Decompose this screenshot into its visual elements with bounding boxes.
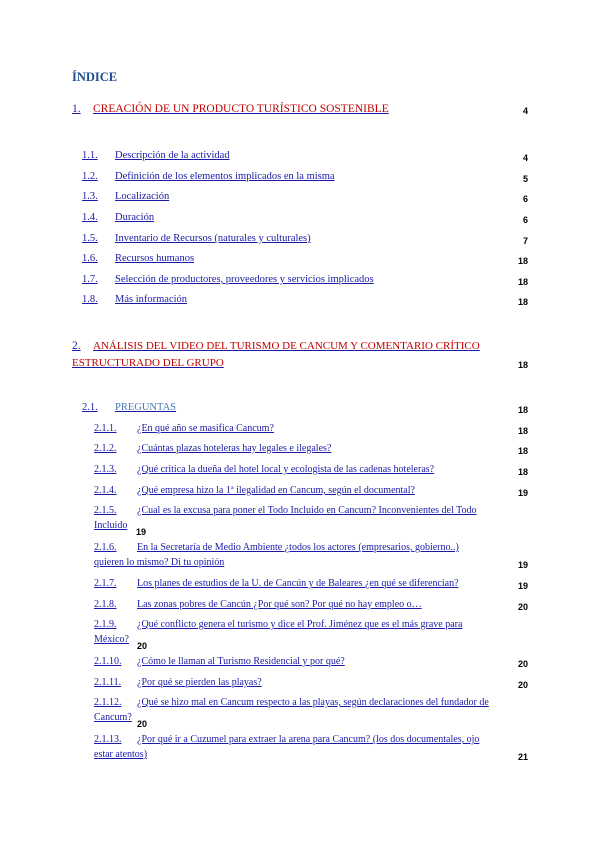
page-number: 18 [517,297,528,307]
entry-title[interactable]: ¿En qué año se masifica Cancum? [137,423,274,434]
entry-number[interactable]: 2.1.9. [94,619,117,630]
entry-number[interactable]: 1.3. [82,191,98,202]
entry-title[interactable]: Selección de productores, proveedores y servicios implicados [115,274,374,285]
page-number: 18 [517,405,528,415]
entry-number[interactable]: 2.1. [82,402,98,413]
entry-title[interactable]: Duración [115,212,155,223]
page-number-inline [137,714,147,732]
entry-number[interactable]: 2.1.7. [94,578,117,589]
entry-number[interactable]: 2.1.11. [94,677,122,688]
page-number-inline [137,636,147,654]
entry-number[interactable]: 1.5. [82,233,98,244]
page-number: 4 [522,106,528,116]
page-number: 19 [136,527,147,537]
page-number: 18 [517,256,528,266]
section-title-line2[interactable]: ESTRUCTURADO DEL GRUPO [72,357,224,369]
page-number: 18 [517,467,528,477]
entry-title-line1[interactable]: En la Secretaría de Medio Ambiente ¿todos los actores (empresarios, gobierno..) [137,542,459,553]
page-number: 18 [517,277,528,287]
entry-number[interactable]: 1.7. [82,274,98,285]
page-number: 21 [517,752,528,762]
page-number: 7 [522,236,528,246]
page-number: 18 [517,360,528,370]
page-number-inline [136,522,146,540]
entry-number[interactable]: 2.1.2. [94,443,117,454]
entry-title-line1[interactable]: ¿Cual es la excusa para poner el Todo Incluido en Cancum? Inconvenientes del Todo [137,505,477,516]
entry-title[interactable]: Localización [115,191,170,202]
entry-title[interactable]: ¿Cuántas plazas hoteleras hay legales e ilegales? [137,443,332,454]
entry-title[interactable]: ¿Por qué se pierden las playas? [137,677,262,688]
page-number: 18 [517,446,528,456]
entry-title-line1[interactable]: ¿Por qué ir a Cuzumel para extraer la arena para Cancum? (los dos documentales, ojo [137,734,480,745]
page-number: 19 [517,581,528,591]
entry-title[interactable]: Las zonas pobres de Cancún ¿Por qué son? Por qué no hay empleo o… [137,599,422,610]
entry-number[interactable]: 2.1.8. [94,599,117,610]
section-title[interactable]: CREACIÓN DE UN PRODUCTO TURÍSTICO SOSTENIBLE [93,103,389,115]
entry-title-line1[interactable]: ¿Qué se hizo mal en Cancum respecto a las playas, según declaraciones del fundador de [137,697,489,708]
entry-number[interactable]: 2.1.6. [94,542,117,553]
page-number: 5 [522,174,528,184]
page-number: 20 [517,659,528,669]
entry-title-line2[interactable]: estar atentos) [94,749,148,760]
entry-title[interactable]: PREGUNTAS [115,402,177,413]
page-number: 19 [517,488,528,498]
entry-number[interactable]: 1.2. [82,171,98,182]
entry-number[interactable]: 2.1.3. [94,464,117,475]
section-title-line1[interactable]: ANÁLISIS DEL VIDEO DEL TURISMO DE CANCUM Y COMENTARIO CRÍTICO [93,340,480,352]
entry-title[interactable]: Recursos humanos [115,253,195,264]
entry-number[interactable]: 2.1.10. [94,656,122,667]
page-number: 20 [517,602,528,612]
entry-number[interactable]: 1.8. [82,294,98,305]
entry-number[interactable]: 2.1.13. [94,734,122,745]
entry-title[interactable]: Más información [115,294,188,305]
page-number: 20 [137,641,148,651]
entry-number[interactable]: 2.1.4. [94,485,117,496]
section-number[interactable]: 1. [72,103,81,115]
index-title: ÍNDICE [72,70,118,84]
entry-title[interactable]: ¿Qué critica la dueña del hotel local y ecologista de las cadenas hoteleras? [137,464,435,475]
entry-title[interactable]: Descripción de la actividad [115,150,230,161]
entry-number[interactable]: 1.4. [82,212,98,223]
entry-number[interactable]: 1.6. [82,253,98,264]
page-number: 6 [522,194,528,204]
entry-number[interactable]: 2.1.5. [94,505,117,516]
entry-title-line2[interactable]: México? [94,634,129,645]
page-number: 6 [522,215,528,225]
entry-number[interactable]: 1.1. [82,150,98,161]
page-number: 20 [137,719,148,729]
entry-title-line2[interactable]: Cancum? [94,712,132,723]
entry-title-line2[interactable]: Incluido [94,520,128,531]
section-number[interactable]: 2. [72,340,81,352]
entry-title[interactable]: ¿Qué empresa hizo la 1ª ilegalidad en Cancum, según el documental? [137,485,415,496]
entry-title[interactable]: Inventario de Recursos (naturales y culturales) [115,233,311,244]
entry-title-line2[interactable]: quieren lo mismo? Di tu opinión [94,557,225,568]
entry-number[interactable]: 2.1.1. [94,423,117,434]
page-number: 18 [517,426,528,436]
entry-title[interactable]: Definición de los elementos implicados en la misma [115,171,335,182]
page-number: 20 [517,680,528,690]
page-number: 4 [522,153,528,163]
entry-title-line1[interactable]: ¿Qué conflicto genera el turismo y dice el Prof. Jiménez que es el más grave para [137,619,463,630]
entry-title[interactable]: ¿Cómo le llaman al Turismo Residencial y por qué? [137,656,345,667]
entry-title[interactable]: Los planes de estudios de la U. de Cancún y de Baleares ¿en qué se diferencian? [137,578,459,589]
page-number: 19 [517,560,528,570]
entry-number[interactable]: 2.1.12. [94,697,122,708]
